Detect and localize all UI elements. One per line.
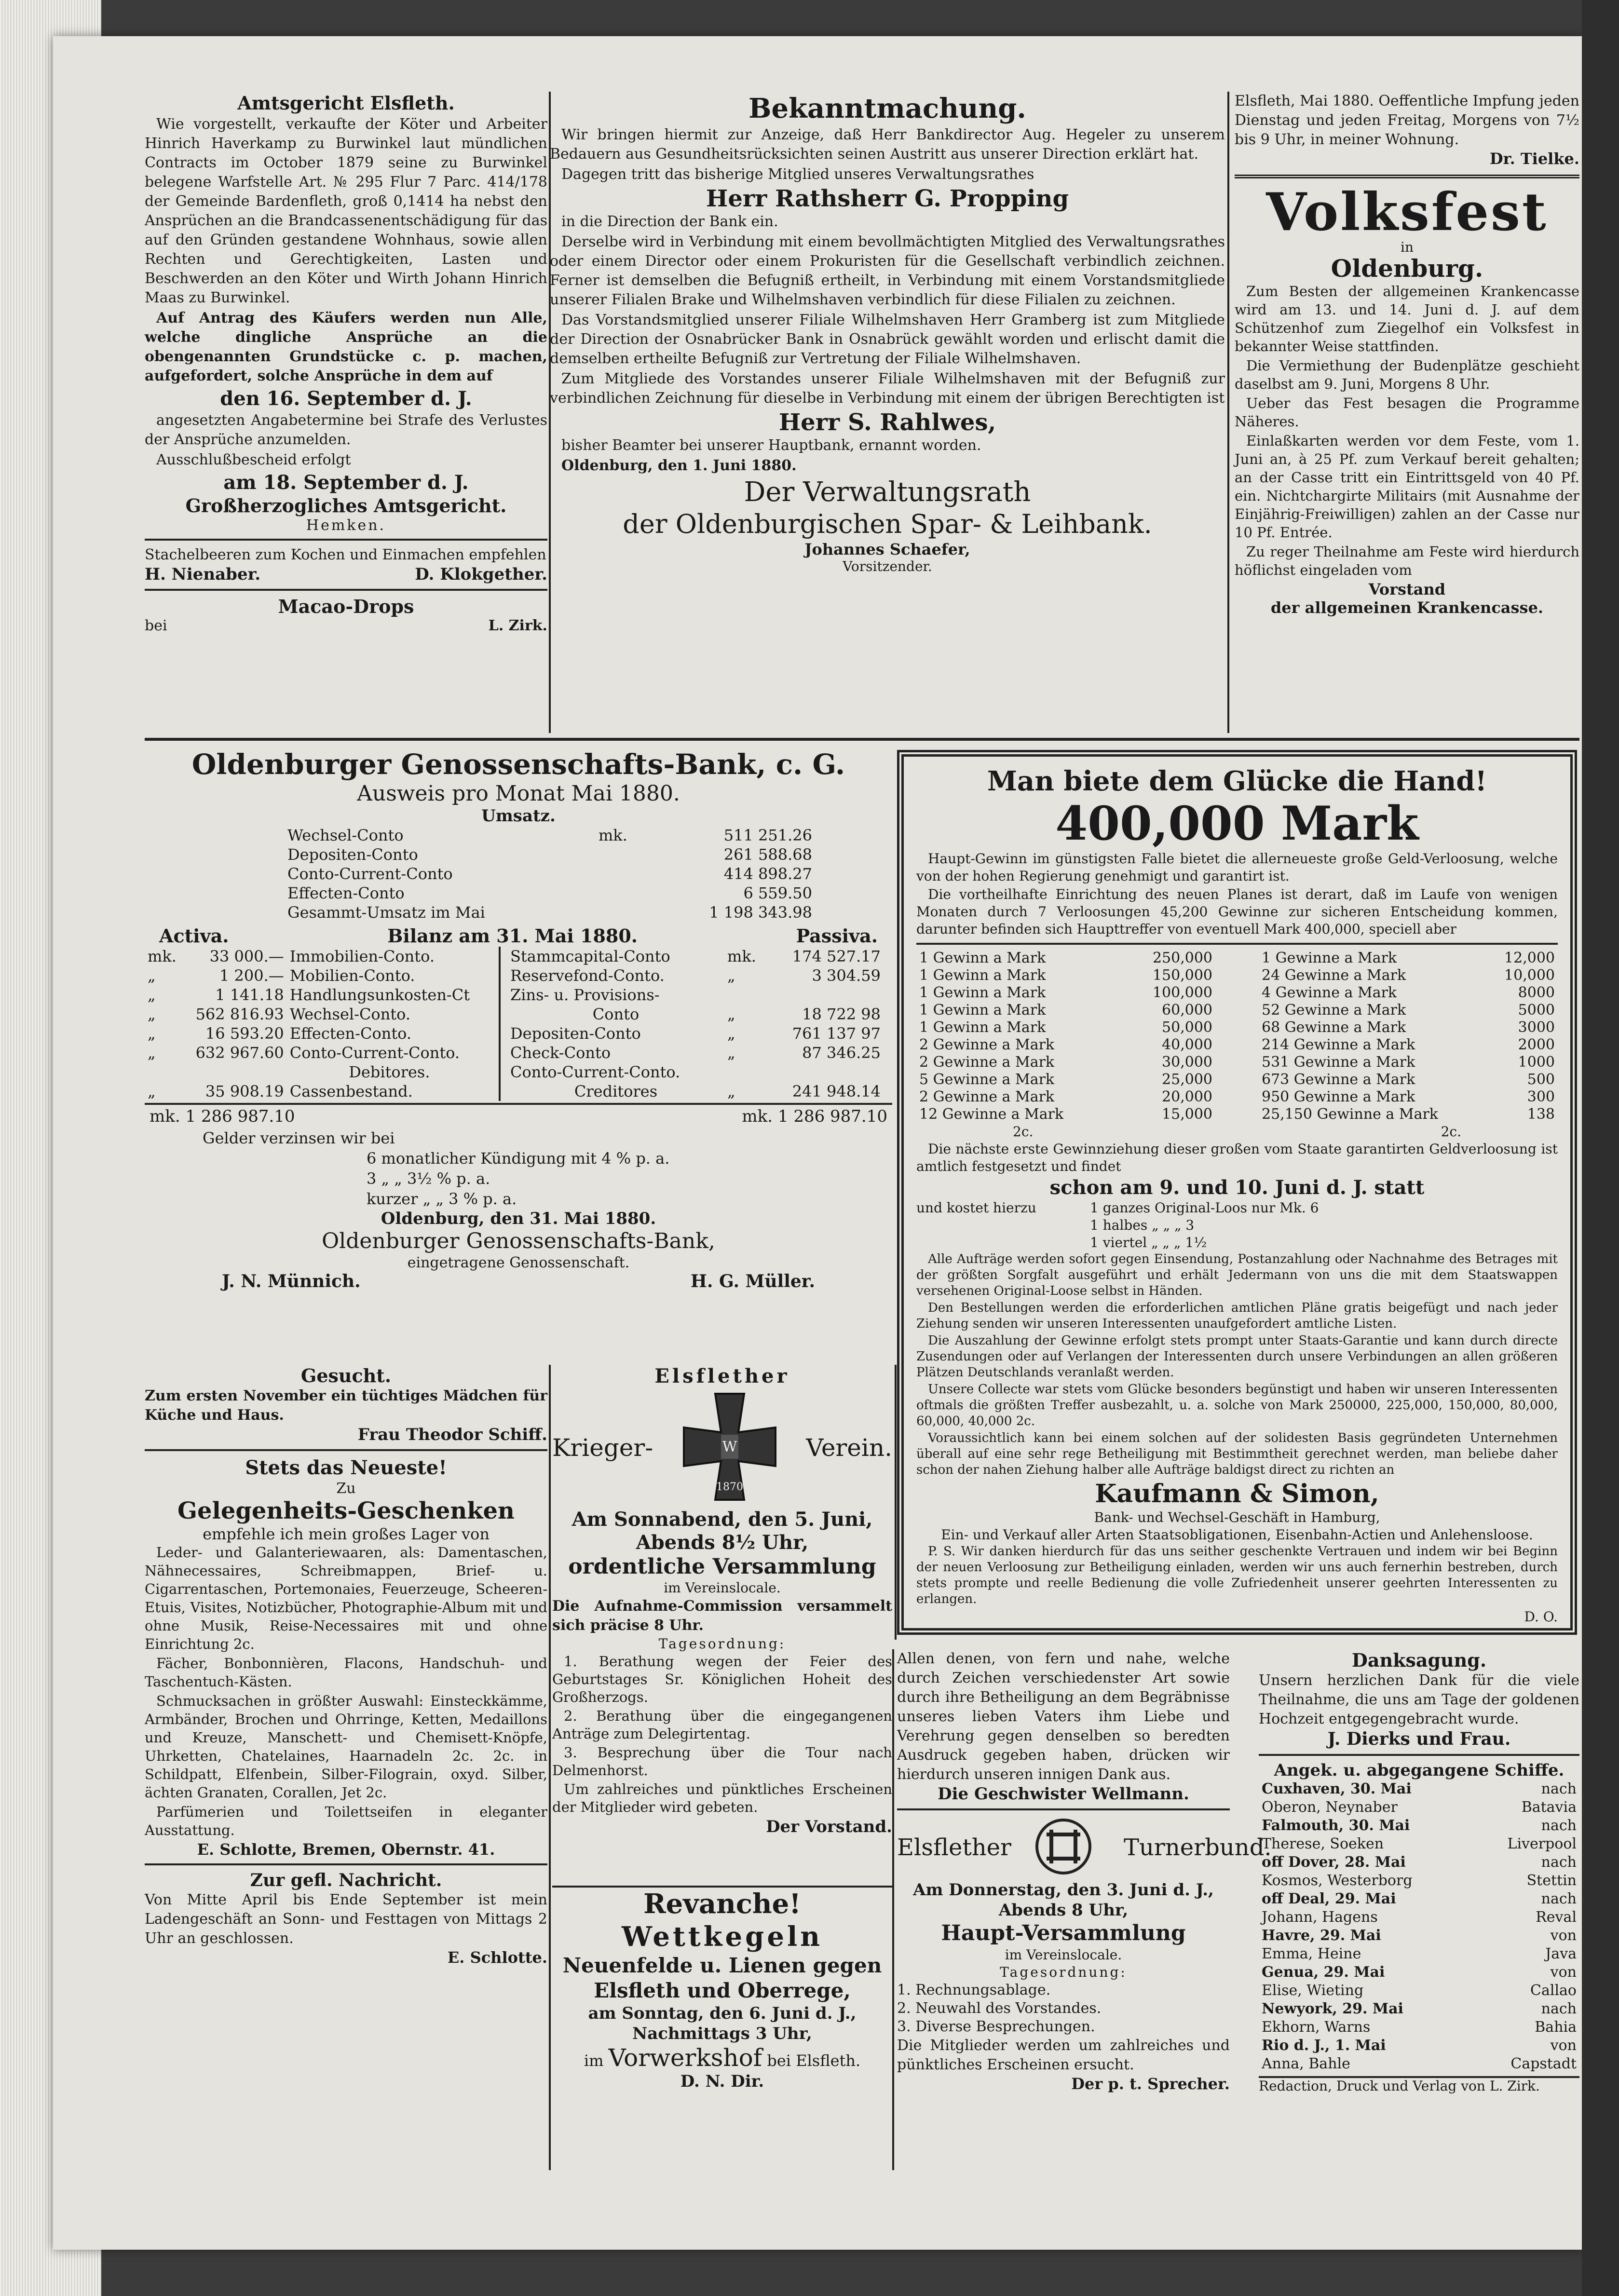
divider [145, 1449, 547, 1451]
column-rule-4 [892, 1649, 894, 2170]
divider [1235, 175, 1579, 178]
amtsgericht-judge: Hemken. [306, 517, 386, 534]
section-divider [145, 738, 1579, 741]
table-row: Cuxhaven, 30. Mai nach [1262, 1780, 1577, 1797]
name-propping: Herr Rathsherr G. Propping [706, 185, 1069, 212]
cross-letter: W [722, 1439, 737, 1455]
passiva-total: mk. 1 286 987.10 [742, 1107, 887, 1126]
divider [145, 589, 547, 591]
table-row: Oberon, Neynaber Batavia [1262, 1799, 1577, 1816]
wellmann-dank: Allen denen, von fern und nahe, welche durch Zeichen verschiedenster Art sowie durch ihre Betheiligung an dem Begräbnisse unseres lieben Vaters ihm Liebe und Verehrung gegen denselben so beredten Ausdruck gegeben haben, drücken wir hierdurch unseren innigen Dank aus. Die Geschwister Wellmann. [897, 1650, 1230, 1804]
stachel-sig1: H. Nienaber. [145, 565, 261, 584]
turner-emblem-icon [1032, 1815, 1095, 1880]
krieger-verein-ad: Elsflether Krieger- W 1870 Verein. Am Sonnabend, den 5. Juni, Abends 8½ Uhr, ordentliche Versammlung im Vereinslocale. Die Aufnahme-Commission versammelt sich präcise 8 Uhr. Tagesordnung: 1. Berathung wegen der Feier des Geburtstages Sr. Königlichen Hoheit des Großherzogs. 2. Berathung über die eingegangenen Anträge zum Delegirtentag. 3. Besprechung über die Tour nach Delmenhorst. Um zahlreiches und pünktliches Erscheinen der Mitglieder wird gebeten. Der Vorstand. [552, 1365, 892, 1836]
macao-ad: Macao-Drops bei L. Zirk. [145, 596, 547, 634]
table-row: Rio d. J., 1. Mai von [1262, 2037, 1577, 2054]
volksfest-ad: Volksfest in Oldenburg. Zum Besten der allgemeinen Krankencasse wird am 13. und 14. Juni d. J. auf dem Schützenhof zum Ziegelhof ein Volksfest in bekannter Weise stattfinden. Die Vermiethung der Budenplätze geschieht daselbst am 9. Juni, Morgens 8 Uhr. Ueber das Fest besagen die Programme Näheres. Einlaßkarten werden vor dem Feste, vom 1. Juni an, à 25 Pf. zum Verkauf bereit gehalten; an der Casse tritt ein Eintrittsgeld von 40 Pf. ein. Nichtchargirte Militairs (mit Ausnahme der Einjährig-Freiwilligen) zahlen an der Casse nur 10 Pf. Entrée. Zu reger Theilnahme am Feste wird hierdurch höflichst eingeladen vom Vorstand der allgemeinen Krankencasse. [1235, 182, 1579, 617]
table-row: Emma, Heine Java [1262, 1945, 1577, 1962]
schlotte-nachricht: Zur gefl. Nachricht. Von Mitte April bis Ende September ist mein Ladengeschäft an Sonn- und Festtagen von Mittags 2 Uhr an geschlossen. E. Schlotte. [145, 1870, 547, 1967]
table-row: Ekhorn, Warns Bahia [1262, 2019, 1577, 2036]
cross-year: 1870 [716, 1481, 743, 1493]
stachel-sig2: D. Klokgether. [415, 565, 547, 584]
amtsgericht-notice [145, 92, 547, 534]
table-row: off Deal, 29. Mai nach [1262, 1890, 1577, 1907]
genossenschaftsbank-report: Oldenburger Genossenschafts-Bank, c. G. Ausweis pro Monat Mai 1880. Umsatz. Wechsel-Conto mk. 511 251.26 Depositen-Conto 261 588.68 Conto-Current-Conto 414 898.27 Effecten-Conto 6 559.50 Gesammt-Umsatz im Mai 1 198 343.98 Activa. Bilanz am 31. Mai 1880. Passiva. mk. 33 000.— Immobilien-Conto. „ 1 200.— Mobilien-Conto. „ 1 141.18 Handlungsunkosten-Ct „ 562 816.93 Wechsel-Conto. „ 16 593.20 Effecten-Conto. „ 632 967.60 Conto-Current-Conto. Debitores. „ 35 908.19 Cassenbestand. Stammcapital-Conto mk. 174 527.17 Reservefond-Conto. „ 3 304.59 Zins- u. Provisions- Conto „ 18 722 98 Depositen-Conto „ 761 137 97 Check-Conto „ 87 346.25 Conto-Current-Conto. Creditores „ 241 948.14 mk. 1 286 987.10 mk. 1 286 987.10 Gelder verzinsen wir bei 6 monatlicher Kündigung mit 4 % p. a. 3 „ „ 3½ % p. a. kurzer „ „ 3 % p. a. Oldenburg, den 31. Mai 1880. Oldenburger Genossenschafts-Bank, eingetragene Genossenschaft. J. N. Münnich. H. G. Müller. [145, 747, 892, 1360]
divider [145, 1863, 547, 1865]
imprint: Redaction, Druck und Verlag von L. Zirk. [1259, 2076, 1579, 2094]
table-row: Newyork, 29. Mai nach [1262, 2000, 1577, 2017]
table-row: Anna, Bahle Capstadt [1262, 2055, 1577, 2072]
gesucht-ad: Gesucht. Zum ersten November ein tüchtiges Mädchen für Küche und Haus. Frau Theodor Schiff. [145, 1365, 547, 1444]
amtsgericht-body: Wie vorgestellt, verkaufte der Köter und Arbeiter Hinrich Haverkamp zu Burwinkel laut mündlichen Contracts im October 1879 seine zu Burwinkel belegene Warfstelle Art. № 295 Flur 7 Parc. 414/178 der Gemeinde Bardenfleth, groß 0,1414 ha nebst den Ansprüchen an die Brandcassenentschädigung für das auf den Gründen gestandene Wohnhaus, sowie allen Rechten und Gerechtigkeiten, Lasten und Beschwerden an den Köter und Wirth Johann Hinrich Maas zu Burwinkel. Auf Antrag des Käufers werden nun Alle, welche dingliche Ansprüche an die obengenannten Grundstücke c. p. machen, aufgefordert, solche Ansprüche in dem auf [145, 116, 547, 384]
prize-table-right: 1 Gewinne a Mark 12,000 24 Gewinne a Mark 10,000 4 Gewinne a Mark 8000 52 Gewinne a Mark 5000 68 Gewinne a Mark 3000 214 Gewinne a Mark 2000 531 Gewinne a Mark 1000 673 Gewinne a Mark 500 950 Gewinne a Mark 300 25,150 Gewinne a Mark 138 [1262, 950, 1555, 1123]
schlotte-ad: Stets das Neueste! Zu Gelegenheits-Geschenken empfehle ich mein großes Lager von Leder- und Galanteriewaaren, als: Damentaschen, Nähnecessaires, Schreibmappen, Brief- u. Cigarrentaschen, Portemonaies, Feuerzeuge, Scheeren-Etuis, Visites, Notizbücher, Photographie-Album mit und ohne Musik, Reise-Necessaires mit und ohne Einrichtung 2c. Fächer, Bonbonnièren, Flacons, Handschuh- und Taschentuch-Kästen. Schmucksachen in größter Auswahl: Einsteckkämme, Armbänder, Brochen und Ohrringe, Ketten, Medaillons und Kreuze, Manschett- und Chemisett-Knöpfe, Uhrketten, Chatelaines, Haarnadeln 2c. 2c. in Schildpatt, Elfenbein, Silber-Filograin, oxyd. Silber, ächten Granaten, Corallen, Jet 2c. Parfümerien und Toilettseifen in eleganter Ausstattung. E. Schlotte, Bremen, Obernstr. 41. [145, 1456, 547, 1859]
amtsgericht-body3: angesetzten Angabetermine bei Strafe des Verlustes der Ansprüche anzumelden. Ausschlußbescheid erfolgt [145, 412, 547, 468]
amtsgericht-court: Großherzogliches Amtsgericht. [185, 495, 507, 516]
wettkegeln-ad: Revanche! Wettkegeln Neuenfelde u. Lienen gegen Elsfleth und Oberrege, am Sonntag, den 6. Juni d. J., Nachmittags 3 Uhr, im Vorwerkshof bei Elsfleth. D. N. Dir. [552, 1886, 892, 2172]
amtsgericht-date1: den 16. September d. J. [220, 387, 472, 410]
ship-table [1259, 1780, 1579, 2073]
prize-table-left: 1 Gewinn a Mark 250,000 1 Gewinn a Mark 150,000 1 Gewinn a Mark 100,000 1 Gewinn a Mark 60,000 1 Gewinn a Mark 50,000 2 Gewinne a Mark 40,000 2 Gewinne a Mark 30,000 5 Gewinne a Mark 25,000 2 Gewinne a Mark 20,000 12 Gewinne a Mark 15,000 [919, 950, 1212, 1123]
column-rule-3 [549, 1365, 551, 2170]
activa-total: mk. 1 286 987.10 [150, 1107, 295, 1126]
table-row: Havre, 29. Mai von [1262, 1927, 1577, 1944]
binding-spine [1582, 0, 1619, 2296]
umsatz-table: Wechsel-Conto mk. 511 251.26 Depositen-Conto 261 588.68 Conto-Current-Conto 414 898.27 Effecten-Conto 6 559.50 Gesammt-Umsatz im Mai 1 198 343.98 [287, 826, 812, 922]
iron-cross-icon [677, 1389, 783, 1507]
divider [145, 539, 547, 541]
turnerbund-ad: Elsflether Turnerbund. Am Donnerstag, den 3. Juni d. J., Abends 8 Uhr, Haupt-Versammlung im Vereinslocale. Tagesordnung: 1. Rechnungsablage. 2. Neuwahl des Vorstandes. 3. Diverse Besprechungen. Die Mitglieder werden um zahlreiches und pünktliches Erscheinen ersucht. Der p. t. Sprecher. [897, 1808, 1230, 2170]
divider [1259, 1754, 1579, 1756]
column-right-lower [1259, 1649, 1579, 2168]
table-row: Elise, Wieting Callao [1262, 1982, 1577, 1999]
amtsgericht-heading: Amtsgericht Elsfleth. [237, 92, 455, 114]
activa-table: mk. 33 000.— Immobilien-Conto. „ 1 200.— Mobilien-Conto. „ 1 141.18 Handlungsunkosten-Ct „ 562 816.93 Wechsel-Conto. „ 16 593.20 Effecten-Conto. „ 632 967.60 Conto-Current-Conto. Debitores. „ 35 908.19 Cassenbestand. [148, 947, 470, 1100]
column-right [1235, 92, 1579, 733]
column-rule-5 [895, 1365, 897, 1640]
table-row: Kosmos, Westerborg Stettin [1262, 1872, 1577, 1889]
table-row: Genua, 29. Mai von [1262, 1964, 1577, 1981]
schiffsliste: Angek. u. abgegangene Schiffe. Cuxhaven, 30. Mai nach Oberon, Neynaber Batavia Falmouth, 30. Mai nach Therese, Soeken Liverpool off Dover, 28. Mai nach Kosmos, Westerborg Stettin off Deal, 29. Mai nach Johann, Hagens Reval Havre, 29. Mai von Emma, Heine Java Genua, 29. Mai von Elise, Wieting Callao Newyork, 29. Mai nach Ekhorn, Warns Bahia Rio d. J., 1. Mai von Anna, Bahle Capstadt Redaction, Druck und Verlag von L. Zirk. [1259, 1761, 1579, 2094]
lotterie-ad: Man biete dem Glücke die Hand! 400,000 Mark Haupt-Gewinn im günstigsten Falle bietet die allerneueste große Geld-Verloosung, welche von der hohen Regierung genehmigt und garantirt ist. Die vortheilhafte Einrichtung des neuen Planes ist derart, daß im Laufe von wenigen Monaten durch 7 Verloosungen 45,200 Gewinne zur sicheren Entscheidung kommen, darunter befinden sich Haupttreffer von eventuell Mark 400,000, speciell aber 1 Gewinn a Mark 250,000 1 Gewinn a Mark 150,000 1 Gewinn a Mark 100,000 1 Gewinn a Mark 60,000 1 Gewinn a Mark 50,000 2 Gewinne a Mark 40,000 2 Gewinne a Mark 30,000 5 Gewinne a Mark 25,000 2 Gewinne a Mark 20,000 12 Gewinne a Mark 15,000 1 Gewinne a Mark 12,000 24 Gewinne a Mark 10,000 4 Gewinne a Mark 8000 52 Gewinne a Mark 5000 68 Gewinne a Mark 3000 214 Gewinne a Mark 2000 531 Gewinne a Mark 1000 673 Gewinne a Mark 500 950 Gewinne a Mark 300 25,150 Gewinne a Mark 138 2c. 2c. Die nächste erste Gewinnziehung dieser großen vom Staate garantirten Geldverloosung ist amtlich festgesetzt und findet schon am 9. und 10. Juni d. J. statt und kostet hierzu 1 ganzes Original-Loos nur Mk. 6 1 halbes „ „ „ 3 1 viertel „ „ „ 1½ Alle Aufträge werden sofort gegen Einsendung, Postanzahlung oder Nachnahme des Betrages mit der größten Sorgfalt ausgeführt und erhält Jedermann von uns die mit dem Staatswappen versehenen Original-Loose selbst in Händen. Den Bestellungen werden die erforderlichen amtlichen Pläne gratis beigefügt und nach jeder Ziehung senden wir unseren Interessenten unaufgefordert amtliche Listen. Die Auszahlung der Gewinne erfolgt stets prompt unter Staats-Garantie und kann durch directe Zusendungen oder auf Verlangen der Interessenten durch unsere Verbindungen an allen größeren Plätzen Deutschlands veranlaßt werden. Unsere Collecte war stets vom Glücke besonders begünstigt und haben wir unseren Interessenten oftmals die größten Treffer ausbezahlt, u. a. solche von Mark 250000, 225,000, 150,000, 80,000, 60,000, 40,000 2c. Voraussichtlich kann bei einem solchen auf der solidesten Basis gegründeten Unternehmen überall auf eine sehr rege Betheiligung mit Bestimmtheit gerechnet werden, man beliebe daher schon der nahen Ziehung halber alle Aufträge baldigst direct zu richten an Kaufmann & Simon, Bank- und Wechsel-Geschäft in Hamburg, Ein- und Verkauf aller Arten Staatsobligationen, Eisenbahn-Actien und Anlehensloose. P. S. Wir danken hierdurch für das uns seither geschenkte Vertrauen und indem wir bei Beginn der neuen Verloosung zur Betheiligung einladen, werden wir uns auch fernerhin bestreben, durch stets prompte und reelle Bedienung die volle Zufriedenheit unserer geehrten Interessenten zu erlangen. D. O. [897, 750, 1577, 1635]
table-row: Johann, Hagens Reval [1262, 1909, 1577, 1926]
name-rahlwes: Herr S. Rahlwes, [778, 409, 996, 436]
bekanntmachung-notice: Bekanntmachung. Wir bringen hiermit zur Anzeige, daß Herr Bankdirector Aug. Hegeler zu unserem Bedauern aus Gesundheitsrücksichten seinen Austritt aus unserer Direction erklärt hat. Dagegen tritt das bisherige Mitglied unseres Verwaltungsrathes Herr Rathsherr G. Propping in die Direction der Bank ein. Derselbe wird in Verbindung mit einem bevollmächtigten Mitglied des Verwaltungsrathes oder einem Director oder einem Prokuristen für die Gesellschaft verbindlich zeichnen. Ferner ist demselben die Befugniß ertheilt, in Verbindung mit einem Vorstandsmitgliede unserer Filialen Brake und Wilhelmshaven verbindlich für diese Filialen zu zeichnen. Das Vorstandsmitglied unserer Filiale Wilhelmshaven Herr Gramberg ist zum Mitgliede der Direction der Osnabrücker Bank in Osnabrück gewählt worden und erlischt damit die demselben ertheilte Befugniß zur Vertretung der Filiale Wilhelmshaven. Zum Mitgliede des Vorstandes unserer Filiale Wilhelmshaven mit der Befugniß zur verbindlichen Zeichnung für dieselbe in Verbindung mit einem der übrigen Berechtigten ist Herr S. Rahlwes, bisher Beamter bei unserer Hauptbank, ernannt worden. Oldenburg, den 1. Juni 1880. Der Verwaltungsrath der Oldenburgischen Spar- & Leihbank. Johannes Schaefer, Vorsitzender. [550, 93, 1225, 574]
bekanntmachung-heading: Bekanntmachung. [748, 93, 1026, 124]
table-row: Falmouth, 30. Mai nach [1262, 1817, 1577, 1834]
column-rule-2 [1227, 92, 1229, 733]
impfung-notice: Elsfleth, Mai 1880. Oeffentliche Impfung jeden Dienstag und jeden Freitag, Morgens von 7½ bis 9 Uhr, in meiner Wohnung. Dr. Tielke. [1235, 93, 1579, 168]
amtsgericht-date2: am 18. September d. J. [223, 471, 469, 494]
stachelbeeren-ad: Stachelbeeren zum Kochen und Einmachen empfehlen H. Nienaber. D. Klokgether. [145, 546, 547, 584]
column-left-lower [145, 1365, 547, 2170]
dierks-dank: Danksagung. Unsern herzlichen Dank für die viele Theilnahme, die uns am Tage der goldenen Hochzeit entgegengebracht wurde. J. Dierks und Frau. [1259, 1649, 1579, 1749]
table-row: off Dover, 28. Mai nach [1262, 1854, 1577, 1871]
passiva-table: Stammcapital-Conto mk. 174 527.17 Reservefond-Conto. „ 3 304.59 Zins- u. Provisions- Conto „ 18 722 98 Depositen-Conto „ 761 137 97 Check-Conto „ 87 346.25 Conto-Current-Conto. Creditores „ 241 948.14 [510, 947, 881, 1100]
table-row: Therese, Soeken Liverpool [1262, 1835, 1577, 1852]
